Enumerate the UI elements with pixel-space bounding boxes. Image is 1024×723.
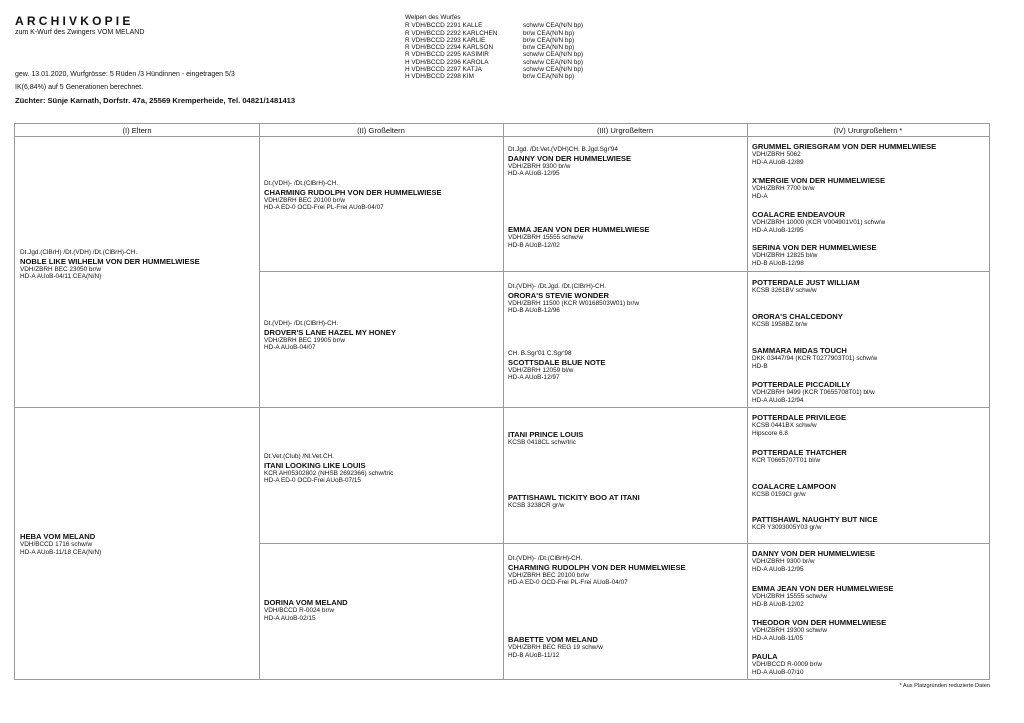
puppy-status: br/w CEA(N/N bp): [523, 29, 575, 37]
column-divider: [259, 124, 260, 679]
puppy-name: R VDH/BCCD 2295 KASIMIR: [405, 51, 489, 59]
dog-name: POTTERDALE PICCADILLY: [752, 380, 851, 389]
dog-detail: KCSB 1958BZ br/w: [752, 321, 808, 328]
dog-detail: HD-A ED-0 OCD-Frei PL-Frei AUoB-04/07: [508, 579, 628, 587]
great-great-grandparent-cell: [752, 346, 988, 370]
dog-detail: VDH/ZBRH 9300 br/w: [508, 162, 571, 170]
dog-name: POTTERDALE JUST WILLIAM: [752, 278, 860, 287]
great-grandparent-cell: [508, 283, 746, 315]
dog-name: SAMMARA MIDAS TOUCH: [752, 346, 847, 355]
puppy-row: [405, 22, 583, 29]
dog-detail: VDH/ZBRH 5062: [752, 151, 801, 158]
puppy-status: schw/w CEA(N/N bp): [523, 66, 584, 74]
dog-detail: KCSB 0418CL schw/tric: [508, 439, 576, 446]
great-great-grandparent-cell: [752, 515, 988, 532]
dog-detail: KCSB 3261BV schw/w: [752, 287, 817, 294]
puppy-row: [405, 51, 583, 58]
breeder-info: Züchter: Sünje Karnath, Dorfstr. 47a, 25569 Kremperheide, Tel. 04821/1481413: [15, 96, 296, 105]
dog-name: SCOTTSDALE BLUE NOTE: [508, 357, 606, 367]
great-great-grandparent-cell: [752, 652, 988, 676]
dog-detail: VDH/ZBRH 9300 br/w: [752, 558, 815, 565]
great-great-grandparent-cell: [752, 448, 988, 465]
puppy-name: R VDH/BCCD 2291 KALLE: [405, 22, 483, 30]
dog-detail: HD-A AUoB-04/11 CEA(N/N): [20, 273, 102, 281]
dog-detail: HD-B AUoB-12/98: [752, 259, 804, 267]
great-great-grandparent-cell: [752, 618, 988, 642]
dog-name: DROVER'S LANE HAZEL MY HONEY: [264, 327, 396, 337]
dog-detail: HD-A AUoB-12/97: [508, 374, 560, 382]
parent-sire: [20, 249, 258, 281]
dog-name: SERINA VON DER HUMMELWIESE: [752, 243, 877, 252]
puppy-name: R VDH/BCCD 2294 KARLSON: [405, 44, 494, 52]
great-great-grandparent-cell: [752, 210, 988, 234]
dog-detail: VDH/ZBRH 15555 schw/w: [508, 234, 583, 241]
dog-detail: VDH/ZBRH 19300 schw/w: [752, 627, 827, 634]
dog-detail: DKK 03447/94 (KCR T0277903T01) schw/w: [752, 355, 878, 362]
dog-detail: HD-A ED-0 OCD-Frei AUoB-07/15: [264, 477, 361, 485]
great-great-grandparent-cell: [752, 278, 988, 295]
dog-detail: HD-A AUoB-04/07: [264, 344, 316, 352]
great-great-grandparent-cell: [752, 482, 988, 499]
dog-name: GRUMMEL GRIESGRAM VON DER HUMMELWIESE: [752, 142, 937, 151]
puppy-name: H VDH/BCCD 2296 KAROLA: [405, 58, 489, 66]
page-title: ARCHIVKOPIE: [15, 14, 134, 28]
great-grandparent-cell: [508, 493, 746, 510]
title-line: Dt.Jgd.(ClBrH) /Dt.(VDH) /Dt.(ClBrH)-CH.: [20, 249, 138, 256]
dog-detail: KCSB 0441BX schw/w: [752, 422, 817, 429]
column-divider: [503, 124, 504, 679]
dog-name: HEBA VOM MELAND: [20, 532, 96, 541]
puppy-status: br/w CEA(N/N bp): [523, 36, 575, 44]
dog-name: ITANI PRINCE LOUIS: [508, 430, 584, 439]
dog-detail: VDH/BCCD R-0009 br/w: [752, 661, 822, 668]
puppy-row: [405, 73, 583, 80]
dog-detail: HD-A ED-0 OCD-Frei PL-Frei AUoB-04/07: [264, 204, 384, 212]
title-line: Dt.(VDH)- /Dt.Jgd. /Dt.(ClBrH)-CH.: [508, 283, 606, 290]
dog-name: ORORA'S CHALCEDONY: [752, 312, 843, 321]
great-great-grandparent-cell: [752, 413, 988, 437]
title-line: Dt.(VDH)- /Dt.(ClBrH)-CH.: [264, 320, 339, 327]
row-divider: [259, 271, 989, 272]
dog-detail: HD-B AUoB-11/12: [508, 651, 560, 659]
column-header-greatgrandparents: (III) Urgroßeltern: [503, 124, 747, 137]
dog-detail: HD-A AUoB-02/15: [264, 614, 316, 622]
puppy-status: schw/w CEA(N/N bp): [523, 22, 584, 30]
dog-detail: HD-A AUoB-11/05: [752, 634, 804, 642]
dog-detail: VDH/ZBRH 9499 (KCR T0655708T01) bl/w: [752, 389, 875, 396]
great-grandparent-cell: [508, 430, 746, 447]
puppy-status: br/w CEA(N/N bp): [523, 44, 575, 52]
title-line: Dt.(VDH)- /Dt.(ClBrH)-CH.: [508, 555, 583, 562]
dog-detail: HD-A: [752, 192, 768, 200]
dog-detail: VDH/ZBRH BEC 23050 br/w: [20, 265, 101, 273]
dog-detail: HD-A AUoB-12/89: [752, 158, 804, 166]
dog-detail: KCSB 0159CI gr/w: [752, 491, 806, 498]
great-great-grandparent-cell: [752, 142, 988, 166]
dog-name: DANNY VON DER HUMMELWIESE: [508, 153, 632, 163]
title-line: Dt.Jgd. /Dt.Vet.(VDH)CH. B.Jgd.Sgr'94: [508, 146, 618, 153]
footnote: * Aus Platzgründen reduzierte Daten: [899, 683, 990, 689]
dog-detail: VDH/ZBRH 10000 (KCR V004901V01) schw/w: [752, 219, 886, 226]
great-great-grandparent-cell: [752, 380, 988, 404]
parent-dam: [20, 532, 258, 556]
column-header-grandparents: (II) Großeltern: [259, 124, 503, 137]
page-subtitle: zum K-Wurf des Zwingers VOM MELAND: [15, 29, 145, 36]
great-grandparent-cell: [508, 225, 746, 249]
title-line: Dt.Vet.(Club) /Nl.Vet.CH.: [264, 453, 334, 460]
dog-detail: HD-A AUoB-12/94: [752, 396, 804, 404]
dog-detail: VDH/ZBRH 12825 bl/w: [752, 252, 818, 259]
title-line: CH. B.Sgr'01 C.Sgr'98: [508, 350, 572, 357]
puppy-name: H VDH/BCCD 2297 KATJA: [405, 66, 482, 74]
dog-detail: VDH/BCCD 1716 schw/w: [20, 541, 93, 548]
puppies-title: Welpen des Wurfes: [405, 14, 461, 21]
dog-detail: KCR T0665707T01 bl/w: [752, 457, 821, 464]
dog-detail: HD-A AUoB-11/18 CEA(N/N): [20, 548, 102, 556]
row-divider: [15, 407, 989, 408]
column-divider: [747, 124, 748, 679]
puppy-status: schw/w CEA(N/N bp): [523, 58, 584, 66]
dog-name: PATTISHAWL TICKITY BOO AT ITANI: [508, 493, 640, 502]
dog-detail: Hipscore 6.8: [752, 429, 788, 437]
great-great-grandparent-cell: [752, 584, 988, 608]
dog-name: EMMA JEAN VON DER HUMMELWIESE: [508, 225, 650, 234]
puppy-name: R VDH/BCCD 2292 KARLCHEN: [405, 29, 498, 37]
dog-name: EMMA JEAN VON DER HUMMELWIESE: [752, 584, 894, 593]
dog-name: COALACRE LAMPOON: [752, 482, 836, 491]
puppy-status: schw/w CEA(N/N bp): [523, 51, 584, 59]
great-grandparent-cell: [508, 555, 746, 587]
puppy-name: R VDH/BCCD 2293 KARLIE: [405, 36, 486, 44]
puppy-name: H VDH/BCCD 2298 KIM: [405, 73, 474, 81]
dog-name: THEODOR VON DER HUMMELWIESE: [752, 618, 887, 627]
great-great-grandparent-cell: [752, 549, 988, 573]
dog-detail: VDH/ZBRH BEC 20100 br/w: [264, 196, 345, 204]
great-great-grandparent-cell: [752, 243, 988, 267]
dog-detail: HD-A AUoB-12/95: [508, 170, 560, 178]
dog-detail: KCR AH05302802 (NHSB 2692366) schw/tric: [264, 469, 394, 477]
dog-detail: HD-A AUoB-12/95: [752, 226, 804, 234]
dog-name: ORORA'S STEVIE WONDER: [508, 290, 609, 300]
great-grandparent-cell: [508, 635, 746, 659]
dog-detail: VDH/ZBRH 15555 schw/w: [752, 593, 827, 600]
dog-detail: VDH/ZBRH BEC 20100 br/w: [508, 571, 589, 579]
dog-detail: VDH/ZBRH BEC 19905 br/w: [264, 336, 345, 344]
dog-name: DORINA VOM MELAND: [264, 598, 348, 607]
dog-detail: VDH/ZBRH BEC REG 19 schw/w: [508, 644, 603, 651]
dog-name: POTTERDALE THATCHER: [752, 448, 847, 457]
row-divider: [259, 543, 989, 544]
dog-detail: HD-B AUoB-12/02: [752, 600, 804, 608]
great-grandparent-cell: [508, 146, 746, 178]
inbreeding-coefficient: IK(6,84%) auf 5 Generationen berechnet.: [15, 84, 144, 91]
great-great-grandparent-cell: [752, 176, 988, 200]
column-header-great-great-grandparents: (IV) Ururgroßeltern *: [747, 124, 989, 137]
puppy-status: br/w CEA(N/N bp): [523, 73, 575, 81]
puppy-row: [405, 37, 583, 44]
dog-name: X'MERGIE VON DER HUMMELWIESE: [752, 176, 886, 185]
dog-detail: KCSB 3238CR gr/w: [508, 502, 565, 509]
dog-detail: HD-A AUoB-07/10: [752, 668, 804, 676]
puppy-row: [405, 59, 583, 66]
dog-detail: VDH/ZBRH 12059 bl/w: [508, 366, 574, 374]
great-grandparent-cell: [508, 350, 746, 382]
dog-name: PAULA: [752, 652, 778, 661]
dog-detail: HD-B AUoB-12/02: [508, 241, 560, 249]
dog-detail: HD-B AUoB-12/96: [508, 307, 560, 315]
dog-detail: VDH/ZBRH 7700 br/w: [752, 185, 815, 192]
grandparent-cell: [264, 598, 502, 622]
pedigree-table: [14, 123, 990, 680]
great-great-grandparent-cell: [752, 312, 988, 329]
dog-detail: HD-A AUoB-12/95: [752, 565, 804, 573]
puppies-list: [405, 14, 583, 81]
dog-detail: VDH/BCCD R-0024 br/w: [264, 607, 334, 614]
litter-info: gew. 13.01.2020, Wurfgrösse: 5 Rüden /3 Hündinnen - eingetragen 5/3: [15, 71, 235, 78]
title-line: Dt.(VDH)- /Dt.(ClBrH)-CH.: [264, 180, 339, 187]
dog-name: CHARMING RUDOLPH VON DER HUMMELWIESE: [508, 562, 686, 572]
grandparent-cell: [264, 453, 502, 485]
dog-name: BABETTE VOM MELAND: [508, 635, 598, 644]
dog-detail: KCR Y3093005Y03 gr/w: [752, 524, 822, 531]
puppy-row: [405, 66, 583, 73]
dog-name: PATTISHAWL NAUGHTY BUT NICE: [752, 515, 878, 524]
dog-name: POTTERDALE PRIVILEGE: [752, 413, 847, 422]
dog-name: ITANI LOOKING LIKE LOUIS: [264, 460, 366, 470]
dog-name: CHARMING RUDOLPH VON DER HUMMELWIESE: [264, 187, 442, 197]
puppy-row: [405, 30, 583, 37]
dog-name: NOBLE LIKE WILHELM VON DER HUMMELWIESE: [20, 256, 200, 266]
grandparent-cell: [264, 180, 502, 212]
grandparent-cell: [264, 320, 502, 352]
dog-name: COALACRE ENDEAVOUR: [752, 210, 846, 219]
column-header-parents: (I) Eltern: [15, 124, 259, 137]
puppy-row: [405, 44, 583, 51]
dog-detail: VDH/ZBRH 11500 (KCR W0168503W01) br/w: [508, 299, 639, 307]
dog-detail: HD-B: [752, 362, 768, 370]
dog-name: DANNY VON DER HUMMELWIESE: [752, 549, 876, 558]
